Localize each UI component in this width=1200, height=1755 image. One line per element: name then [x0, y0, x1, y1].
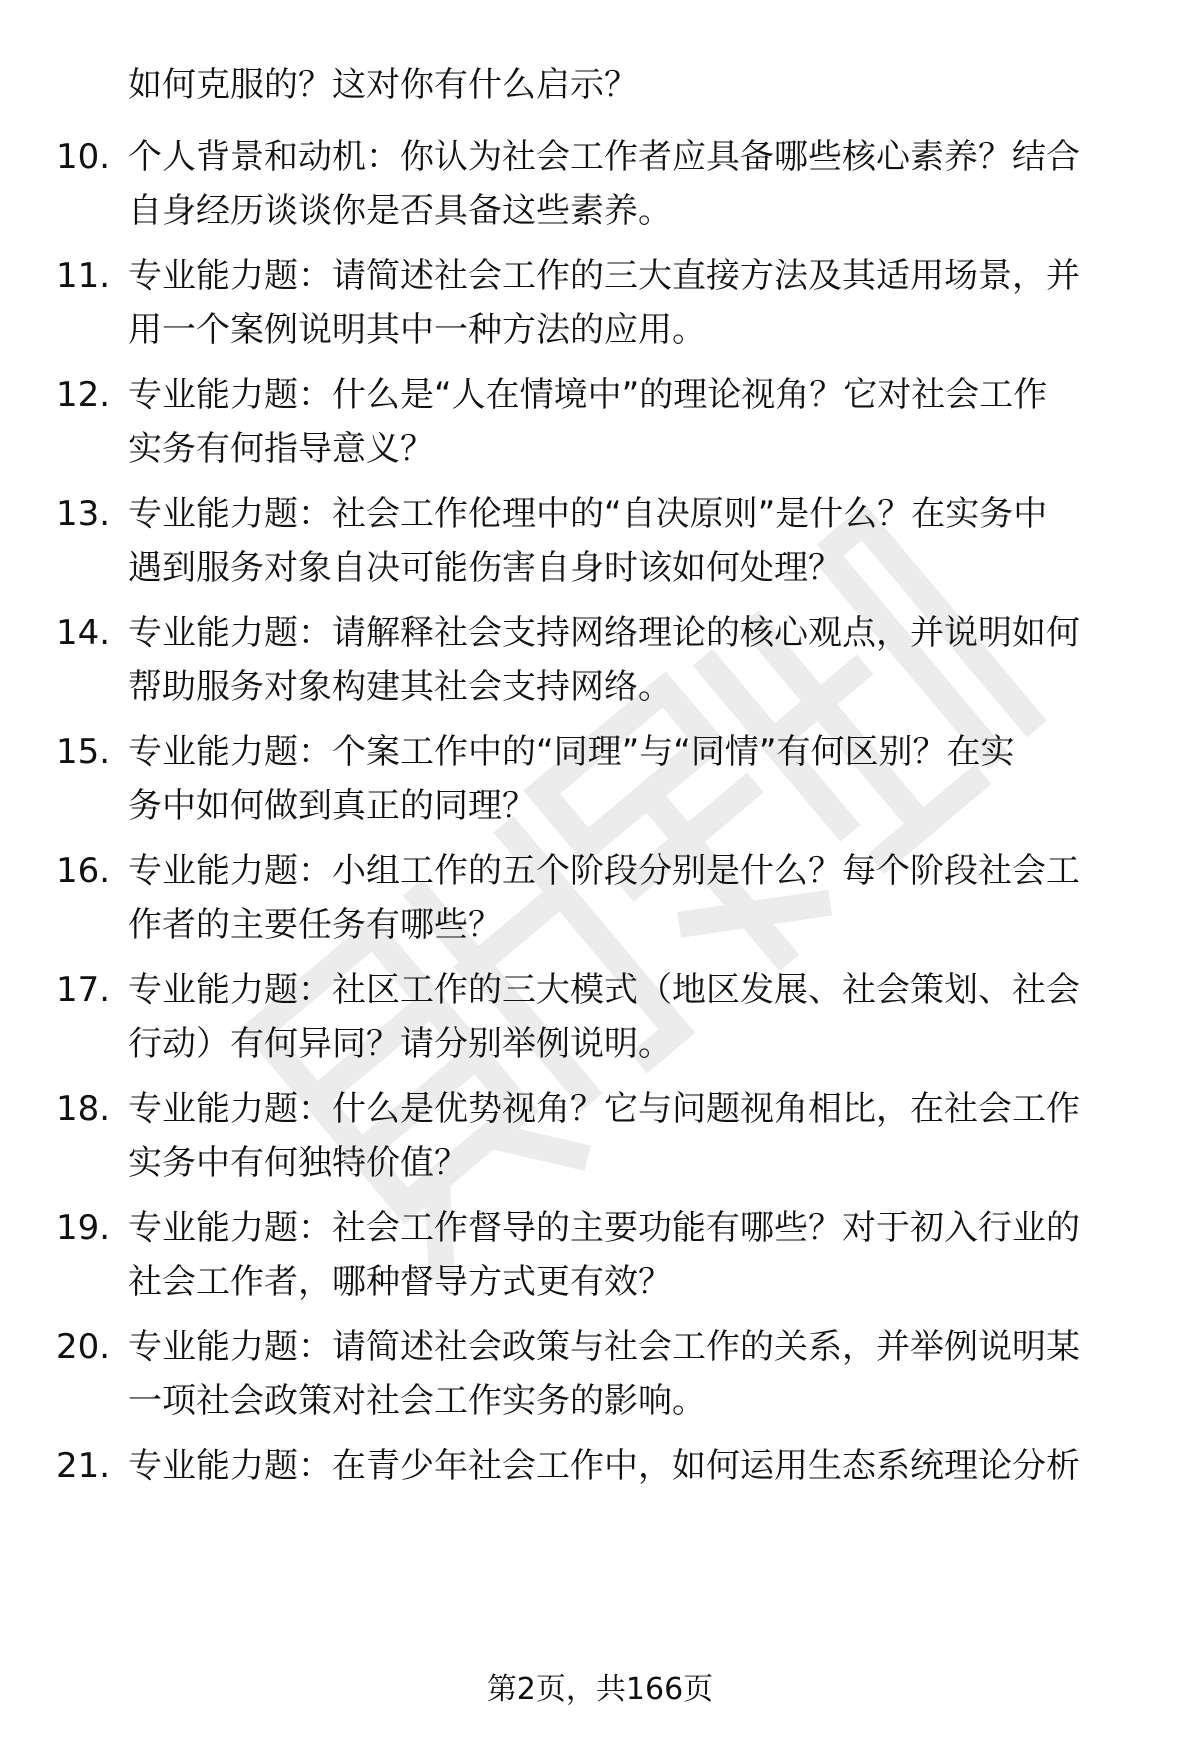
item-line: 个人背景和动机：你认为社会工作者应具备哪些核心素养？结合: [128, 137, 1080, 177]
item-line: 一项社会政策对社会工作实务的影响。: [128, 1381, 706, 1421]
item-line: 帮助服务对象构建其社会支持网络。: [128, 667, 672, 707]
continuation-line: 如何克服的？这对你有什么启示？: [128, 65, 638, 105]
item-line: 实务有何指导意义？: [128, 429, 434, 469]
item-text: [128, 487, 1138, 595]
item-line: 专业能力题：社会工作督导的主要功能有哪些？对于初入行业的: [128, 1208, 1080, 1248]
item-line: 专业能力题：在青少年社会工作中，如何运用生态系统理论分析: [128, 1446, 1080, 1486]
item-text: [128, 368, 1138, 476]
item-text: [128, 130, 1138, 238]
item-line: 专业能力题：小组工作的五个阶段分别是什么？每个阶段社会工: [128, 851, 1080, 891]
item-number: 20.: [56, 1327, 111, 1367]
item-text: [128, 249, 1138, 357]
item-line: 行动）有何异同？请分别举例说明。: [128, 1024, 672, 1064]
item-number: 13.: [56, 494, 111, 534]
page-footer: 第2页，共166页: [486, 1672, 714, 1707]
item-line: 专业能力题：社会工作伦理中的“自决原则”是什么？在实务中: [128, 494, 1048, 534]
item-number: 10.: [56, 137, 111, 177]
item-number: 17.: [56, 970, 111, 1010]
item-line: 专业能力题：什么是“人在情境中”的理论视角？它对社会工作: [128, 375, 1048, 415]
item-line: 专业能力题：个案工作中的“同理”与“同情”有何区别？在实: [128, 732, 1015, 772]
item-text: [128, 844, 1138, 952]
item-number: 21.: [56, 1446, 111, 1486]
item-text: [128, 725, 1138, 833]
item-line: 用一个案例说明其中一种方法的应用。: [128, 310, 706, 350]
item-line: 专业能力题：请简述社会政策与社会工作的关系，并举例说明某: [128, 1327, 1080, 1367]
item-line: 实务中有何独特价值？: [128, 1143, 468, 1183]
item-number: 11.: [56, 256, 111, 296]
item-line: 作者的主要任务有哪些？: [128, 905, 502, 945]
item-line: 专业能力题：请解释社会支持网络理论的核心观点，并说明如何: [128, 613, 1080, 653]
item-number: 16.: [56, 851, 111, 891]
item-text: [128, 606, 1138, 714]
item-line: 社会工作者，哪种督导方式更有效？: [128, 1262, 672, 1302]
item-number: 18.: [56, 1089, 111, 1129]
item-line: 自身经历谈谈你是否具备这些素养。: [128, 191, 672, 231]
item-number: 19.: [56, 1208, 111, 1248]
item-number: 12.: [56, 375, 111, 415]
item-text: [128, 1320, 1138, 1428]
item-text: [128, 1439, 1138, 1493]
item-text: [128, 1201, 1138, 1309]
item-line: 遇到服务对象自决可能伤害自身时该如何处理？: [128, 548, 842, 588]
item-line: 专业能力题：请简述社会工作的三大直接方法及其适用场景，并: [128, 256, 1080, 296]
item-number: 14.: [56, 613, 111, 653]
item-line: 专业能力题：什么是优势视角？它与问题视角相比，在社会工作: [128, 1089, 1080, 1129]
item-text: [128, 963, 1138, 1071]
item-line: 务中如何做到真正的同理？: [128, 786, 536, 826]
item-text: [128, 1082, 1138, 1190]
item-number: 15.: [56, 732, 111, 772]
item-line: 专业能力题：社区工作的三大模式（地区发展、社会策划、社会: [128, 970, 1080, 1010]
